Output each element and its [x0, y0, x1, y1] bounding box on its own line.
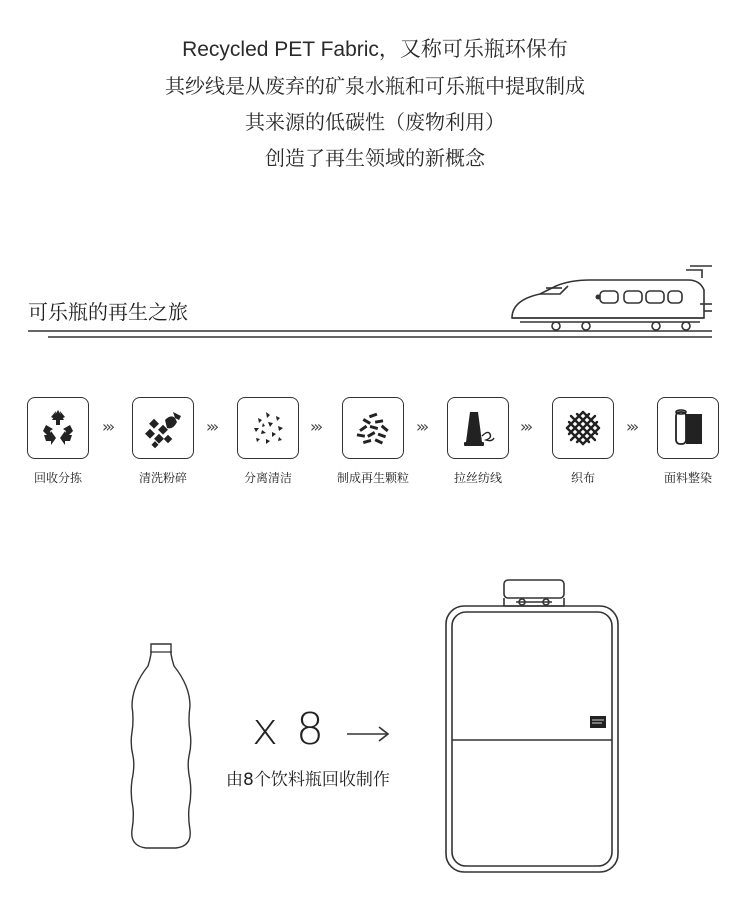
bottle-count: x 8: [252, 704, 327, 755]
intro-line-4: 创造了再生领域的新概念: [265, 146, 485, 170]
step-label: 面料整染: [663, 471, 712, 485]
train-illustration: [0, 0, 750, 350]
recycled-bottles-caption: 由8个饮料瓶回收制作: [226, 770, 390, 790]
intro-line-3: 其来源的低碳性（废物利用）: [245, 110, 505, 134]
fabric-roll-icon: [666, 406, 710, 450]
flakes-icon: [246, 406, 290, 450]
plastic-bottle-icon: [126, 640, 196, 852]
step-recycle: [26, 397, 90, 486]
step-spinning: [446, 397, 510, 486]
long-right-arrow-icon: [345, 724, 391, 748]
bottle-crush-icon: [141, 406, 185, 450]
step-arrow: ›››: [206, 417, 217, 436]
step-arrow: ›››: [102, 417, 113, 436]
step-dyeing: [656, 397, 720, 486]
step-weaving: [551, 397, 615, 486]
step-label: 制成再生颗粒: [336, 471, 409, 485]
step-label: 织布: [570, 471, 595, 485]
step-label: 清洗粉碎: [138, 471, 187, 485]
step-arrow: ›››: [310, 417, 321, 436]
step-label: 回收分拣: [33, 471, 82, 485]
recycle-icon: [37, 407, 79, 449]
recycling-steps: [0, 397, 750, 497]
step-arrow: ›››: [416, 417, 427, 436]
step-granules: [336, 397, 409, 486]
journey-title: 可乐瓶的再生之旅: [28, 300, 188, 324]
woven-fabric-icon: [561, 406, 605, 450]
backpack-icon: [440, 572, 630, 877]
intro-line-2: 其纱线是从废弃的矿泉水瓶和可乐瓶中提取制成: [165, 74, 585, 98]
yarn-spool-icon: [456, 406, 500, 450]
intro-line-1: Recycled PET Fabric，又称可乐瓶环保布: [182, 38, 568, 61]
step-separate-clean: [236, 397, 300, 486]
granules-icon: [351, 406, 395, 450]
step-arrow: ›››: [520, 417, 531, 436]
step-wash-crush: [131, 397, 195, 486]
step-label: 拉丝纺线: [453, 471, 502, 485]
step-arrow: ›››: [626, 417, 637, 436]
step-label: 分离清洁: [243, 471, 292, 485]
